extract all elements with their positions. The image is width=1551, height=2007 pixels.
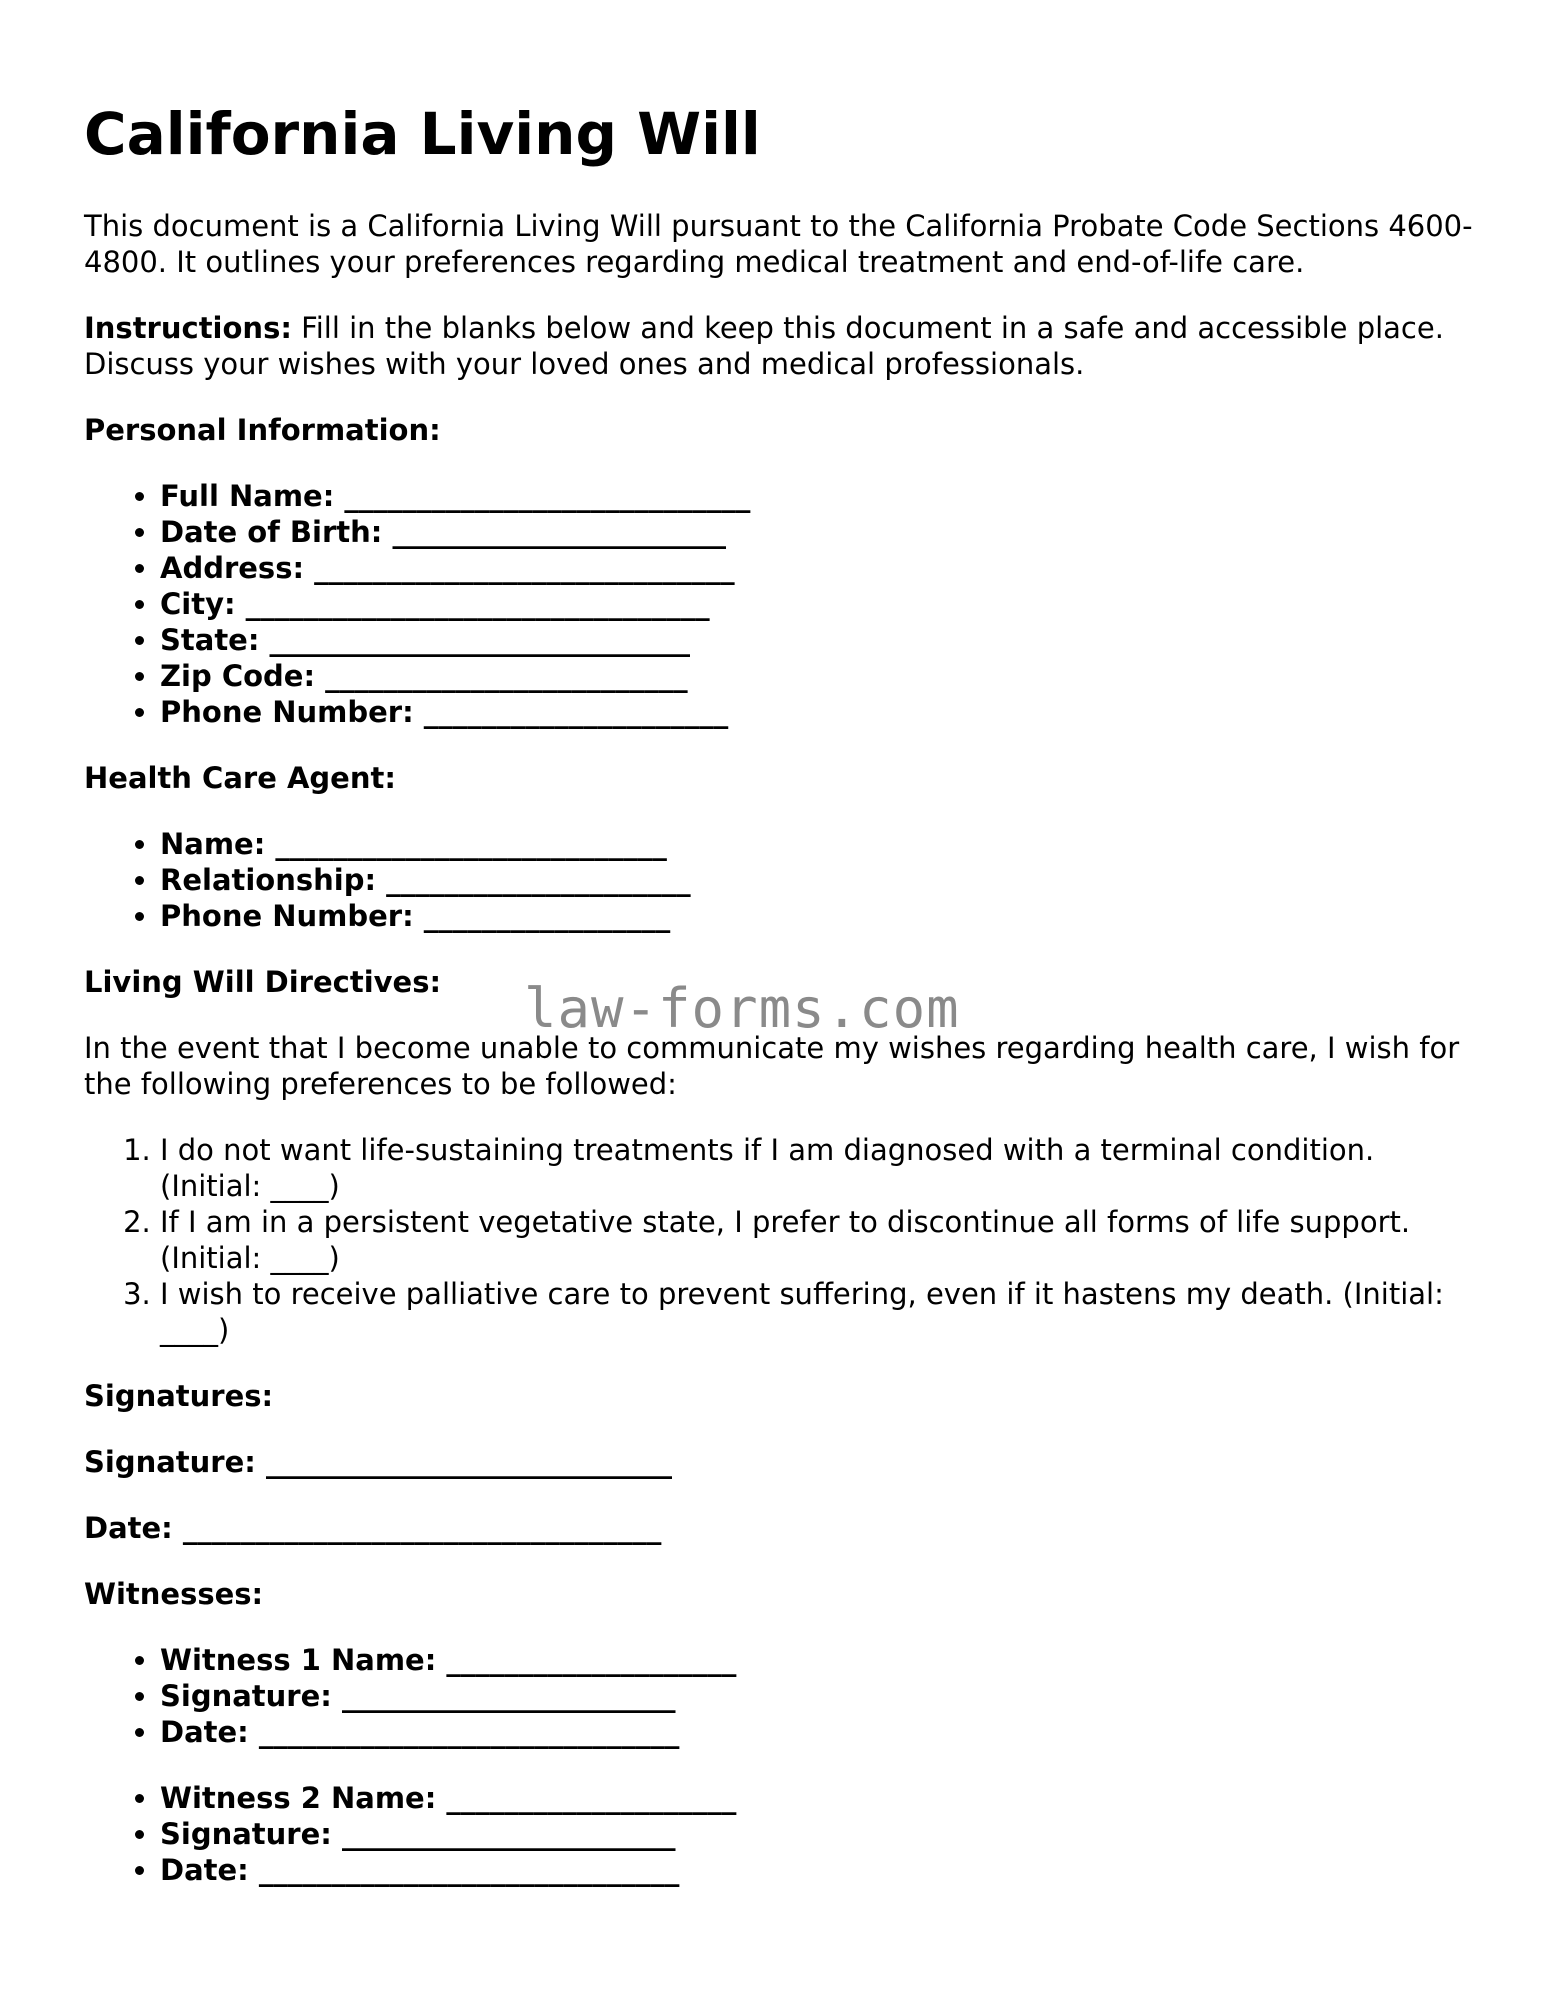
agent-relationship-field[interactable]: • Relationship: _____________________: [160, 862, 1484, 898]
intro-paragraph: This document is a California Living Will pursuant to the California Probate Code Sections 4600-4800. It outlines your preferences regarding medical treatment and end-of-life care.: [84, 208, 1473, 279]
personal-info-heading: Personal Information:: [84, 412, 441, 447]
directive-item-3[interactable]: 3. I wish to receive palliative care to prevent suffering, even if it hastens my death. (Initial: ____): [160, 1276, 1484, 1348]
phone-number-field[interactable]: • Phone Number: _____________________: [160, 694, 1484, 730]
agent-name-field[interactable]: • Name: ___________________________: [160, 826, 1484, 862]
signatures-heading: Signatures:: [84, 1378, 274, 1413]
witness-1-list: [84, 1642, 1484, 1750]
directives-intro: In the event that I become unable to communicate my wishes regarding health care, I wish for the following preferences to be followed:: [84, 1030, 1460, 1101]
watermark: law-forms.com: [524, 977, 960, 1040]
witness-2-name-field[interactable]: • Witness 2 Name: ____________________: [160, 1780, 1484, 1816]
signature-field[interactable]: Signature: ____________________________: [84, 1444, 672, 1479]
state-field[interactable]: • State: _____________________________: [160, 622, 1484, 658]
witness-2-list: [84, 1780, 1484, 1888]
zip-code-field[interactable]: • Zip Code: _________________________: [160, 658, 1484, 694]
instructions-paragraph: [84, 310, 1484, 382]
agent-list: [84, 826, 1484, 934]
directive-item-1[interactable]: 1. I do not want life-sustaining treatments if I am diagnosed with a terminal condition. (Initial: ____): [160, 1132, 1484, 1204]
city-field[interactable]: • City: ________________________________: [160, 586, 1484, 622]
witness-1-name-field[interactable]: • Witness 1 Name: ____________________: [160, 1642, 1484, 1678]
directives-heading: Living Will Directives:: [84, 964, 442, 999]
address-field[interactable]: • Address: _____________________________: [160, 550, 1484, 586]
date-of-birth-field[interactable]: • Date of Birth: _______________________: [160, 514, 1484, 550]
witness-2-signature-field[interactable]: • Signature: _______________________: [160, 1816, 1484, 1852]
witness-1-signature-field[interactable]: • Signature: _______________________: [160, 1678, 1484, 1714]
witness-1-date-field[interactable]: • Date: _____________________________: [160, 1714, 1484, 1750]
full-name-field[interactable]: • Full Name: ____________________________: [160, 478, 1484, 514]
instructions-label: Instructions:: [84, 310, 292, 345]
directive-item-2[interactable]: 2. If I am in a persistent vegetative state, I prefer to discontinue all forms of life support. (Initial: ____): [160, 1204, 1484, 1276]
witnesses-heading: Witnesses:: [84, 1576, 264, 1611]
instructions-text: Fill in the blanks below and keep this document in a safe and accessible place. Discuss your wishes with your loved ones and medical professionals.: [84, 310, 1444, 381]
personal-info-list: [84, 478, 1484, 730]
agent-phone-field[interactable]: • Phone Number: _________________: [160, 898, 1484, 934]
page-title: California Living Will: [84, 100, 761, 168]
directives-list: [84, 1132, 1484, 1348]
witness-2-date-field[interactable]: • Date: _____________________________: [160, 1852, 1484, 1888]
signature-date-field[interactable]: Date: _________________________________: [84, 1510, 662, 1545]
agent-heading: Health Care Agent:: [84, 760, 396, 795]
